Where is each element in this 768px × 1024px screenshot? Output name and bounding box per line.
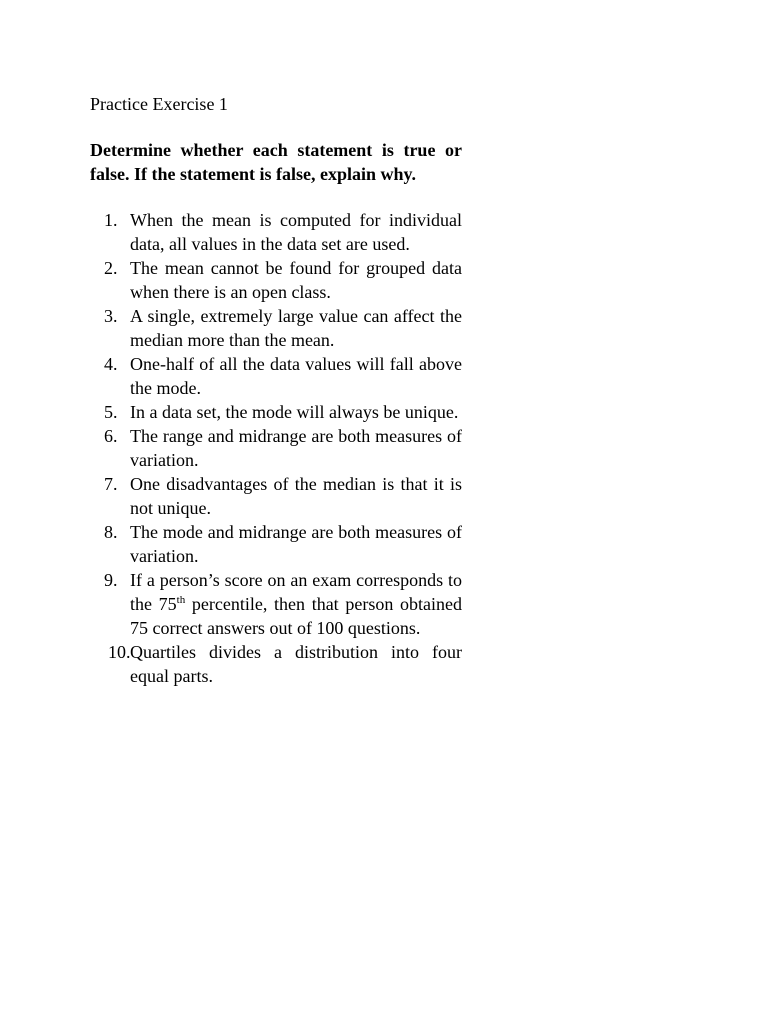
question-number: 6. <box>104 426 118 446</box>
question-list <box>90 208 462 688</box>
question-item <box>90 520 462 568</box>
question-number: 5. <box>104 402 118 422</box>
question-item <box>90 208 462 256</box>
question-text <box>130 570 462 638</box>
question-item <box>90 400 462 424</box>
question-text: The mean cannot be found for grouped data when there is an open class. <box>130 258 462 302</box>
question-number: 3. <box>104 306 118 326</box>
question-number: 1. <box>104 210 118 230</box>
question-text: One disadvantages of the median is that it is not unique. <box>130 474 462 518</box>
document-page <box>90 92 462 688</box>
question-item <box>90 304 462 352</box>
question-number: 9. <box>104 570 118 590</box>
question-text: Quartiles divides a distribution into four equal parts. <box>130 642 462 686</box>
question-item <box>90 352 462 400</box>
question-text-after: percentile, then that person obtained 75 correct answers out of 100 questions. <box>130 594 462 638</box>
question-item <box>90 568 462 640</box>
question-number: 2. <box>104 258 118 278</box>
question-text-before: If a person’s score on an exam corresponds to the 75 <box>130 570 462 614</box>
question-item <box>90 472 462 520</box>
ordinal-superscript: th <box>176 594 186 606</box>
question-item <box>90 640 462 688</box>
question-text: The mode and midrange are both measures of variation. <box>130 522 462 566</box>
instructions: Determine whether each statement is true or false. If the statement is false, explain why. <box>90 140 462 184</box>
question-text: A single, extremely large value can affect the median more than the mean. <box>130 306 462 350</box>
question-text: In a data set, the mode will always be unique. <box>130 402 459 422</box>
question-item <box>90 424 462 472</box>
question-number: 8. <box>104 522 118 542</box>
page-title: Practice Exercise 1 <box>90 94 228 114</box>
question-text: The range and midrange are both measures of variation. <box>130 426 462 470</box>
question-number: 7. <box>104 474 118 494</box>
question-number: 4. <box>104 354 118 374</box>
question-item <box>90 256 462 304</box>
question-text: One-half of all the data values will fall above the mode. <box>130 354 462 398</box>
question-text: When the mean is computed for individual data, all values in the data set are used. <box>130 210 462 254</box>
question-number: 10. <box>108 642 131 662</box>
